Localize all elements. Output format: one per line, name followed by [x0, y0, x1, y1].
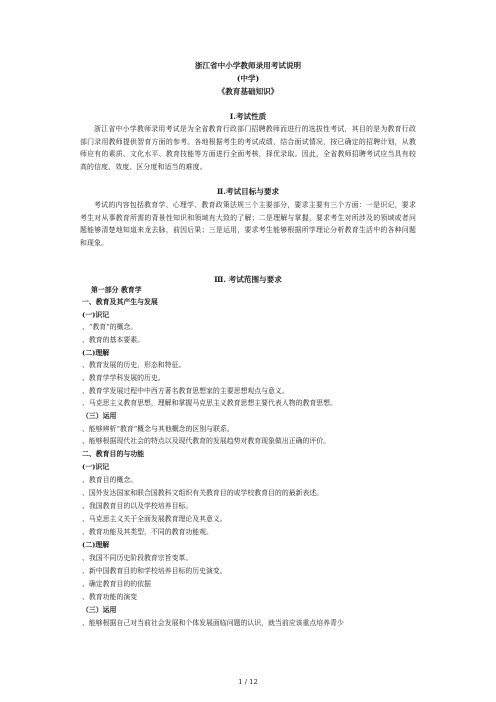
- list-item: 、新中国教育目的和学校培养目标的历史演变。: [82, 567, 227, 575]
- list-item: 、教育目的概念。: [82, 476, 138, 484]
- list-item: 、马克思主义教育思想，理解和掌握马克思主义教育思想主要代表人物的教育思想。: [82, 399, 337, 407]
- list-item: 、国外发达国家和联合国教科文组织有关教育目的或学校教育目的的最新表述。: [82, 489, 324, 497]
- chapter-heading: 二、教育目的与功能: [82, 450, 145, 458]
- list-item: 、教育功能及其类型，不同的教育功能观。: [82, 528, 213, 536]
- list-item: 、马克思主义关于全面发展教育理论及其意义。: [82, 515, 227, 523]
- list-item: 、教育学发展过程中中西方著名教育思想家的主要思想观点与意义。: [82, 387, 289, 395]
- subsection-heading: （三）运用: [82, 606, 117, 614]
- subsection-heading: (一)识记: [82, 311, 110, 319]
- paragraph-exam-goals: 考试的内容包括教育学、心理学、教育政策法规三个主要部分，要求主要有三个方面：一是识记，要求考生对从事教育所需的背景性知识和领域有大致的了解；二是理解与掌握，要求考生对所涉及的领域或者问题能够清楚地知道来龙去脉，前因后果；三是运用，要求考生能够根据所学理论分析教育生活中的各种问题和现象。: [80, 201, 416, 247]
- list-item: 、能够根据自己对当前社会发展和个体发展面临问题的认识，就当前应该重点培养青少: [82, 619, 344, 627]
- subsection-heading: (二)理解: [82, 349, 110, 357]
- section-heading-exam-scope: Ⅲ. 考试范围与要求: [214, 275, 282, 284]
- document-title: 浙江省中小学教师录用考试说明: [194, 61, 302, 70]
- subsection-heading: (二)理解: [82, 541, 110, 549]
- list-item: 、教育功能的演变: [82, 593, 138, 601]
- list-item: 、教育发展的历史、形态和特征。: [82, 361, 186, 369]
- list-item: 、我国教育目的以及学校培养目标。: [82, 502, 193, 510]
- list-item: 、教育学学科发展的历史。: [82, 374, 165, 382]
- part-heading: 第一部分 教育学: [91, 286, 142, 294]
- list-item: 、教育的基本要素。: [82, 336, 145, 344]
- subsection-heading: (一)识记: [82, 463, 110, 471]
- section-heading-exam-nature: Ⅰ.考试性质: [229, 112, 267, 121]
- list-item: 、确定教育目的的依据: [82, 580, 151, 588]
- subject-title: 《教育基础知识》: [217, 87, 279, 96]
- list-item: 、我国不同历史阶段教育宗旨变革。: [82, 554, 193, 562]
- list-item: 、“教育”的概念。: [82, 323, 138, 331]
- list-item: 、能够根据现代社会的特点以及现代教育的发展趋势对教育现象做出正确的评价。: [82, 437, 331, 445]
- section-heading-exam-goals: Ⅱ.考试目标与要求: [216, 187, 280, 196]
- list-item: 、能够辨析“教育”概念与其他概念的区别与联系。: [82, 425, 234, 433]
- page-indicator: 1 / 12: [238, 678, 258, 686]
- subsection-heading: （三）运用: [82, 412, 117, 420]
- document-subtitle: (中学): [236, 74, 260, 83]
- paragraph-exam-nature: 浙江省中小学教师录用考试是为全省教育行政部门招聘教师而进行的选拔性考试，其目的是为教育行政部门录用教师提供智育方面的参考。各地根据考生的考试成绩，结合面试情况，按已确定的招聘计划，从教师应有的素质、文化水平、教育技能等方面进行全面考核，择优录取。因此，全省教师招聘考试应当具有较高的信度、效度、区分度和适当的难度。: [80, 125, 416, 171]
- chapter-heading: 一、教育及其产生与发展: [82, 298, 158, 306]
